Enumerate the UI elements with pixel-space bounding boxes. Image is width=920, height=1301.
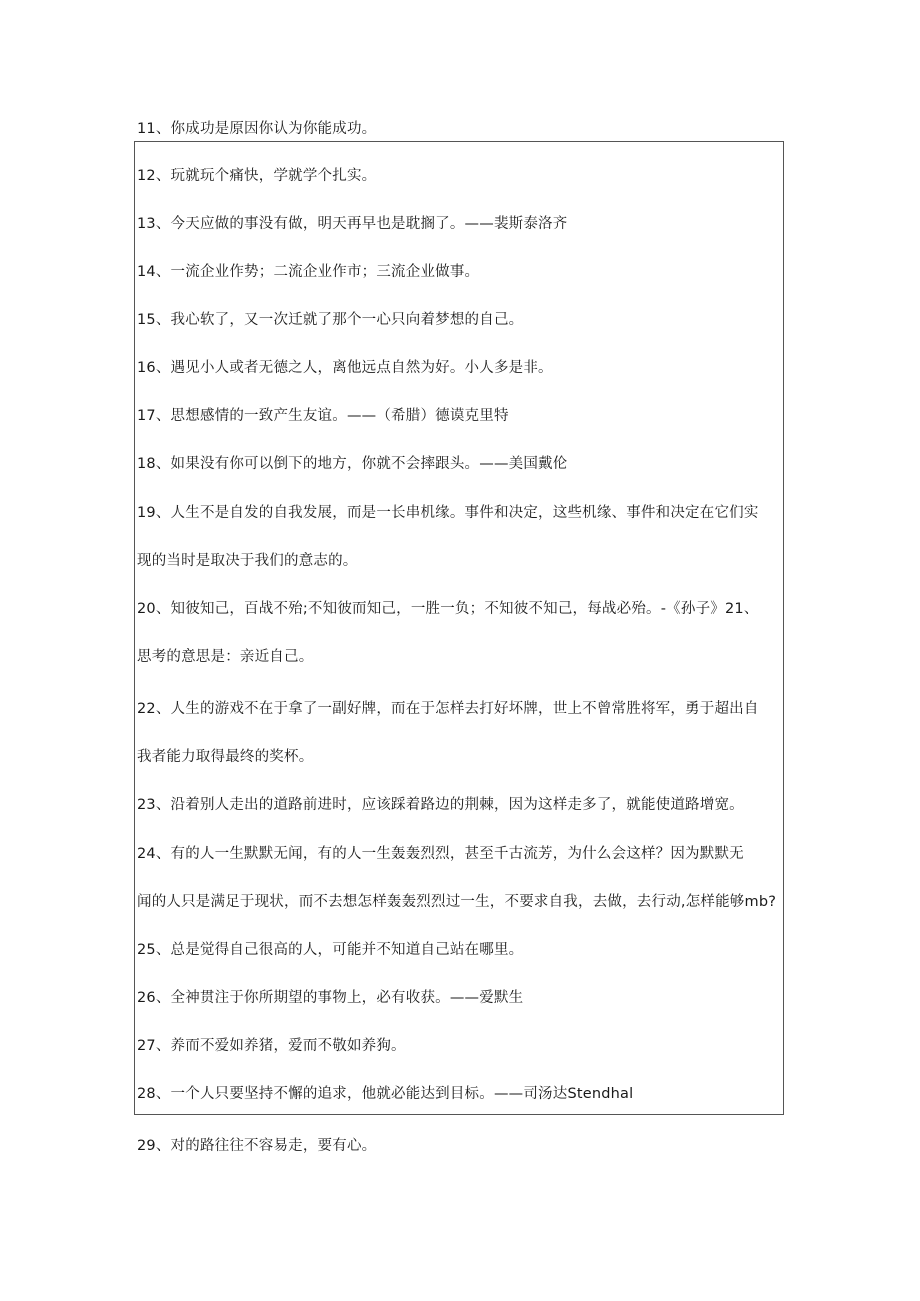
quote-line-22b: 我者能力取得最终的奖杯。: [137, 749, 314, 765]
table-border: [134, 141, 784, 1115]
quote-line-14: 14、一流企业作势；二流企业作市；三流企业做事。: [137, 264, 480, 280]
quote-line-27: 27、养而不爱如养猪，爱而不敬如养狗。: [137, 1038, 406, 1054]
quote-line-15: 15、我心软了，又一次迁就了那个一心只向着梦想的自己。: [137, 312, 524, 328]
quote-line-20b: 思考的意思是：亲近自己。: [137, 649, 314, 665]
quote-line-25: 25、总是觉得自己很高的人，可能并不知道自己站在哪里。: [137, 942, 524, 958]
quote-line-23: 23、沿着别人走出的道路前进时，应该踩着路边的荆棘，因为这样走多了，就能使道路增宽。: [137, 797, 744, 813]
quote-line-19b: 现的当时是取决于我们的意志的。: [137, 553, 358, 569]
quote-line-29: 29、对的路往往不容易走，要有心。: [137, 1138, 377, 1154]
quote-line-20a: 20、知彼知己，百战不殆;不知彼而知己，一胜一负；不知彼不知己，每战必殆。-《孙子》21、: [137, 601, 759, 617]
quote-line-19a: 19、人生不是自发的自我发展，而是一长串机缘。事件和决定，这些机缘、事件和决定在它们实: [137, 505, 759, 521]
quote-line-17: 17、思想感情的一致产生友谊。——（希腊）德谟克里特: [137, 408, 509, 424]
quote-line-13: 13、今天应做的事没有做，明天再早也是耽搁了。——裴斯泰洛齐: [137, 216, 568, 232]
quote-line-24b: 闻的人只是满足于现状，而不去想怎样轰轰烈烈过一生，不要求自我，去做，去行动,怎样能够mb?: [137, 894, 777, 910]
quote-line-28: 28、一个人只要坚持不懈的追求，他就必能达到目标。——司汤达Stendhal: [137, 1086, 634, 1102]
quote-line-22a: 22、人生的游戏不在于拿了一副好牌，而在于怎样去打好坏牌，世上不曾常胜将军，勇于超出自: [137, 701, 759, 717]
quote-line-16: 16、遇见小人或者无德之人，离他远点自然为好。小人多是非。: [137, 360, 553, 376]
quote-line-26: 26、全神贯注于你所期望的事物上，必有收获。——爱默生: [137, 990, 524, 1006]
quote-line-24a: 24、有的人一生默默无闻，有的人一生轰轰烈烈，甚至千古流芳，为什么会这样？因为默默无: [137, 846, 744, 862]
quote-line-18: 18、如果没有你可以倒下的地方，你就不会摔跟头。——美国戴伦: [137, 456, 568, 472]
quote-line-12: 12、玩就玩个痛快，学就学个扎实。: [137, 168, 377, 184]
quote-line-11: 11、你成功是原因你认为你能成功。: [137, 121, 377, 137]
